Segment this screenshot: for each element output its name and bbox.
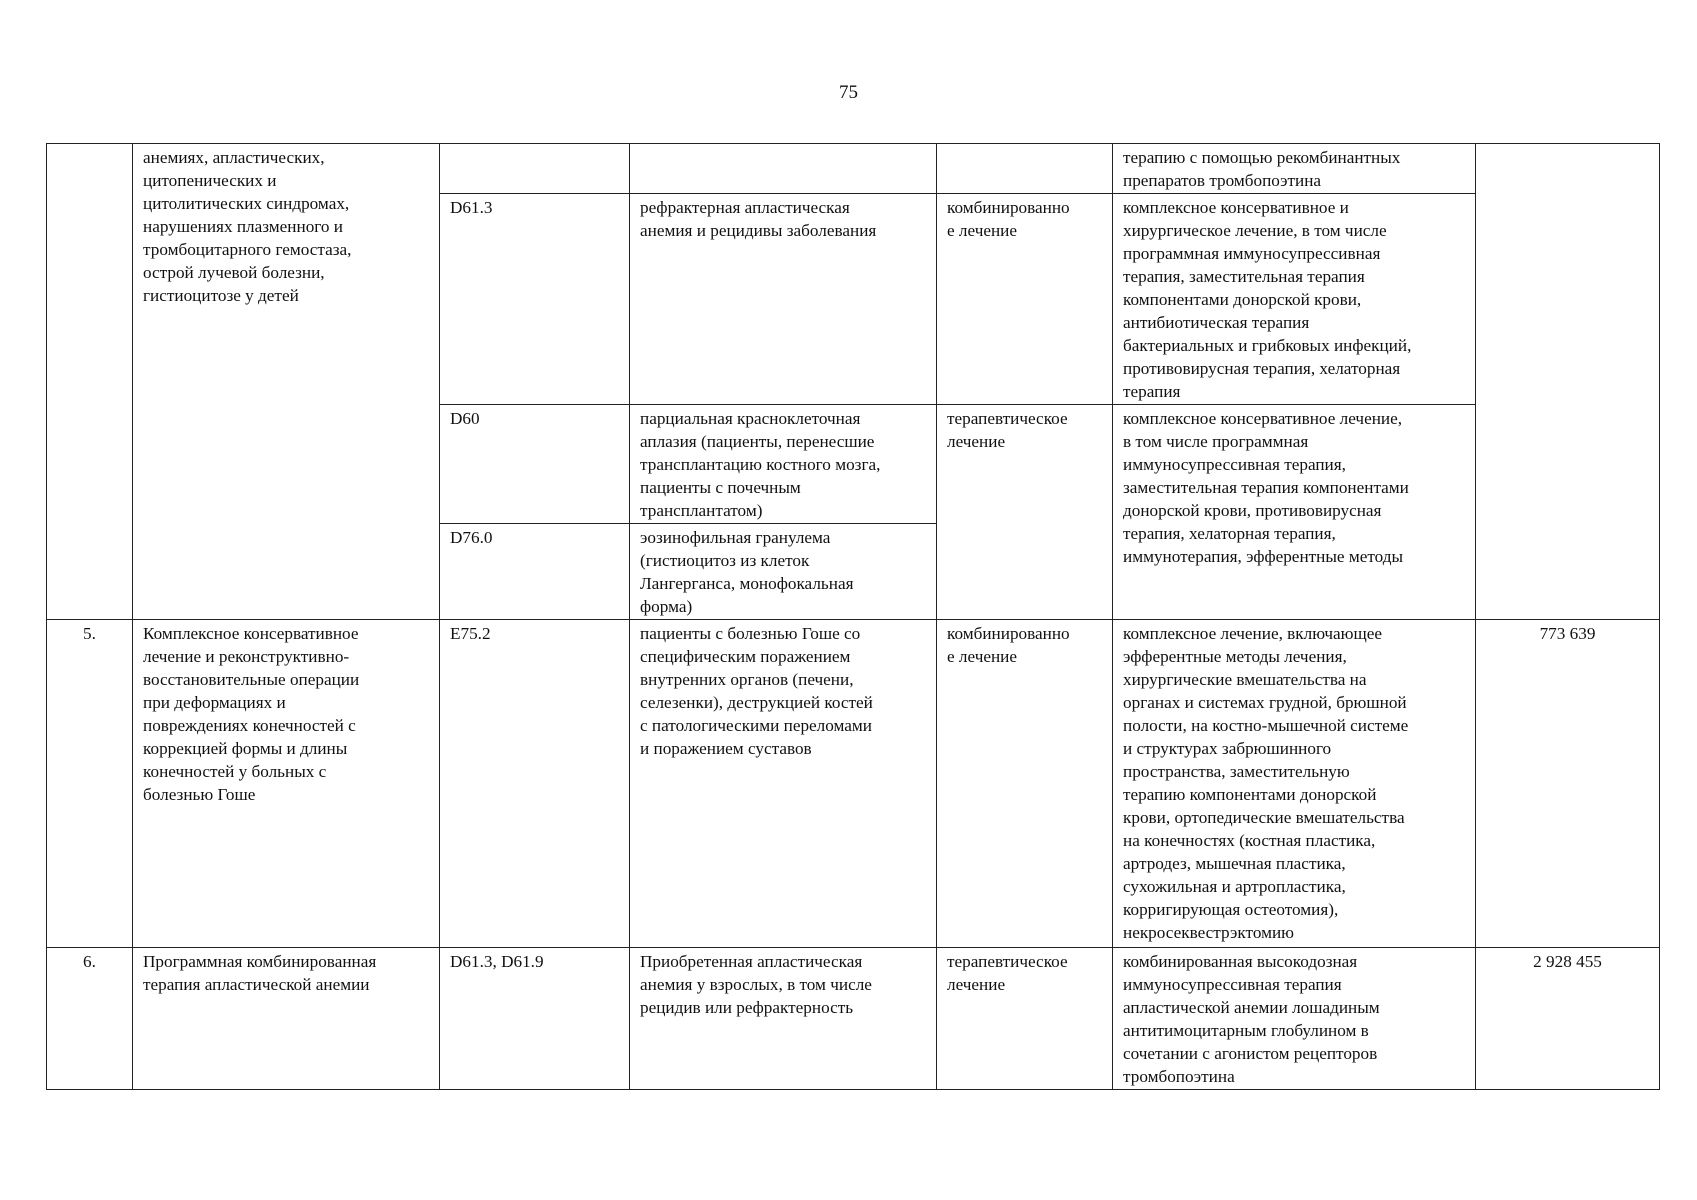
treatment-type-cell: комбинированно е лечение [937,194,1113,405]
patient-model-cell [630,144,937,194]
patient-model-cell: рефрактерная апластическая анемия и рецидивы заболевания [630,194,937,405]
code-cell: D60 [440,405,630,524]
table-row [47,948,1660,1090]
method-cell: комплексное консервативное и хирургическое лечение, в том числе программная иммуносупрессивная терапия, заместительная терапия компонентами донорской крови, антибиотическая терапия бактериальных и грибковых инфекций, противовирусная терапия, хелаторная терапия [1113,194,1476,405]
method-cell: комбинированная высокодозная иммуносупрессивная терапия апластической анемии лошадиным антитимоцитарным глобулином в сочетании с агонистом рецепторов тромбопоэтина [1113,948,1476,1090]
method-cell: терапию с помощью рекомбинантных препаратов тромбопоэтина [1113,144,1476,194]
table-row [47,144,1660,194]
cost-cell: 773 639 [1476,620,1660,948]
code-cell: E75.2 [440,620,630,948]
code-cell: D61.3, D61.9 [440,948,630,1090]
row-number-cell: 5. [47,620,133,948]
patient-model-cell: парциальная красноклеточная аплазия (пациенты, перенесшие трансплантацию костного мозга, пациенты с почечным трансплантатом) [630,405,937,524]
method-cell: комплексное консервативное лечение, в том числе программная иммуносупрессивная терапия, заместительная терапия компонентами донорской крови, противовирусная терапия, хелаторная терапия, иммунотерапия, эфферентные методы [1113,405,1476,620]
treatment-type-cell [937,144,1113,194]
patient-model-cell: Приобретенная апластическая анемия у взрослых, в том числе рецидив или рефрактерность [630,948,937,1090]
page-number: 75 [839,82,858,103]
patient-model-cell: эозинофильная гранулема (гистиоцитоз из клеток Лангерганса, монофокальная форма) [630,524,937,620]
code-cell [440,144,630,194]
treatment-table [46,143,1660,1090]
table-row [47,620,1660,948]
treatment-name-cell: Программная комбинированная терапия апластической анемии [133,948,440,1090]
row-number-cell: 6. [47,948,133,1090]
treatment-name-cell: анемиях, апластических, цитопенических и цитолитических синдромах, нарушениях плазменного и тромбоцитарного гемостаза, острой лучевой болезни, гистиоцитозе у детей [133,144,440,620]
method-cell: комплексное лечение, включающее эфферентные методы лечения, хирургические вмешательства на органах и системах грудной, брюшной полости, на костно-мышечной системе и структурах забрюшинного пространства, заместительную терапию компонентами донорской крови, ортопедические вмешательства на конечностях (костная пластика, артродез, мышечная пластика, сухожильная и артропластика, корригирующая остеотомия), некросеквестрэктомию [1113,620,1476,948]
row-number-cell [47,144,133,620]
treatment-type-cell: терапевтическое лечение [937,948,1113,1090]
treatment-name-cell: Комплексное консервативное лечение и реконструктивно- восстановительные операции при деформациях и повреждениях конечностей с коррекцией формы и длины конечностей у больных с болезнью Гоше [133,620,440,948]
code-cell: D61.3 [440,194,630,405]
cost-cell [1476,144,1660,620]
code-cell: D76.0 [440,524,630,620]
patient-model-cell: пациенты с болезнью Гоше со специфическим поражением внутренних органов (печени, селезенки), деструкцией костей с патологическими переломами и поражением суставов [630,620,937,948]
treatment-type-cell: терапевтическое лечение [937,405,1113,620]
treatment-type-cell: комбинированно е лечение [937,620,1113,948]
cost-cell: 2 928 455 [1476,948,1660,1090]
